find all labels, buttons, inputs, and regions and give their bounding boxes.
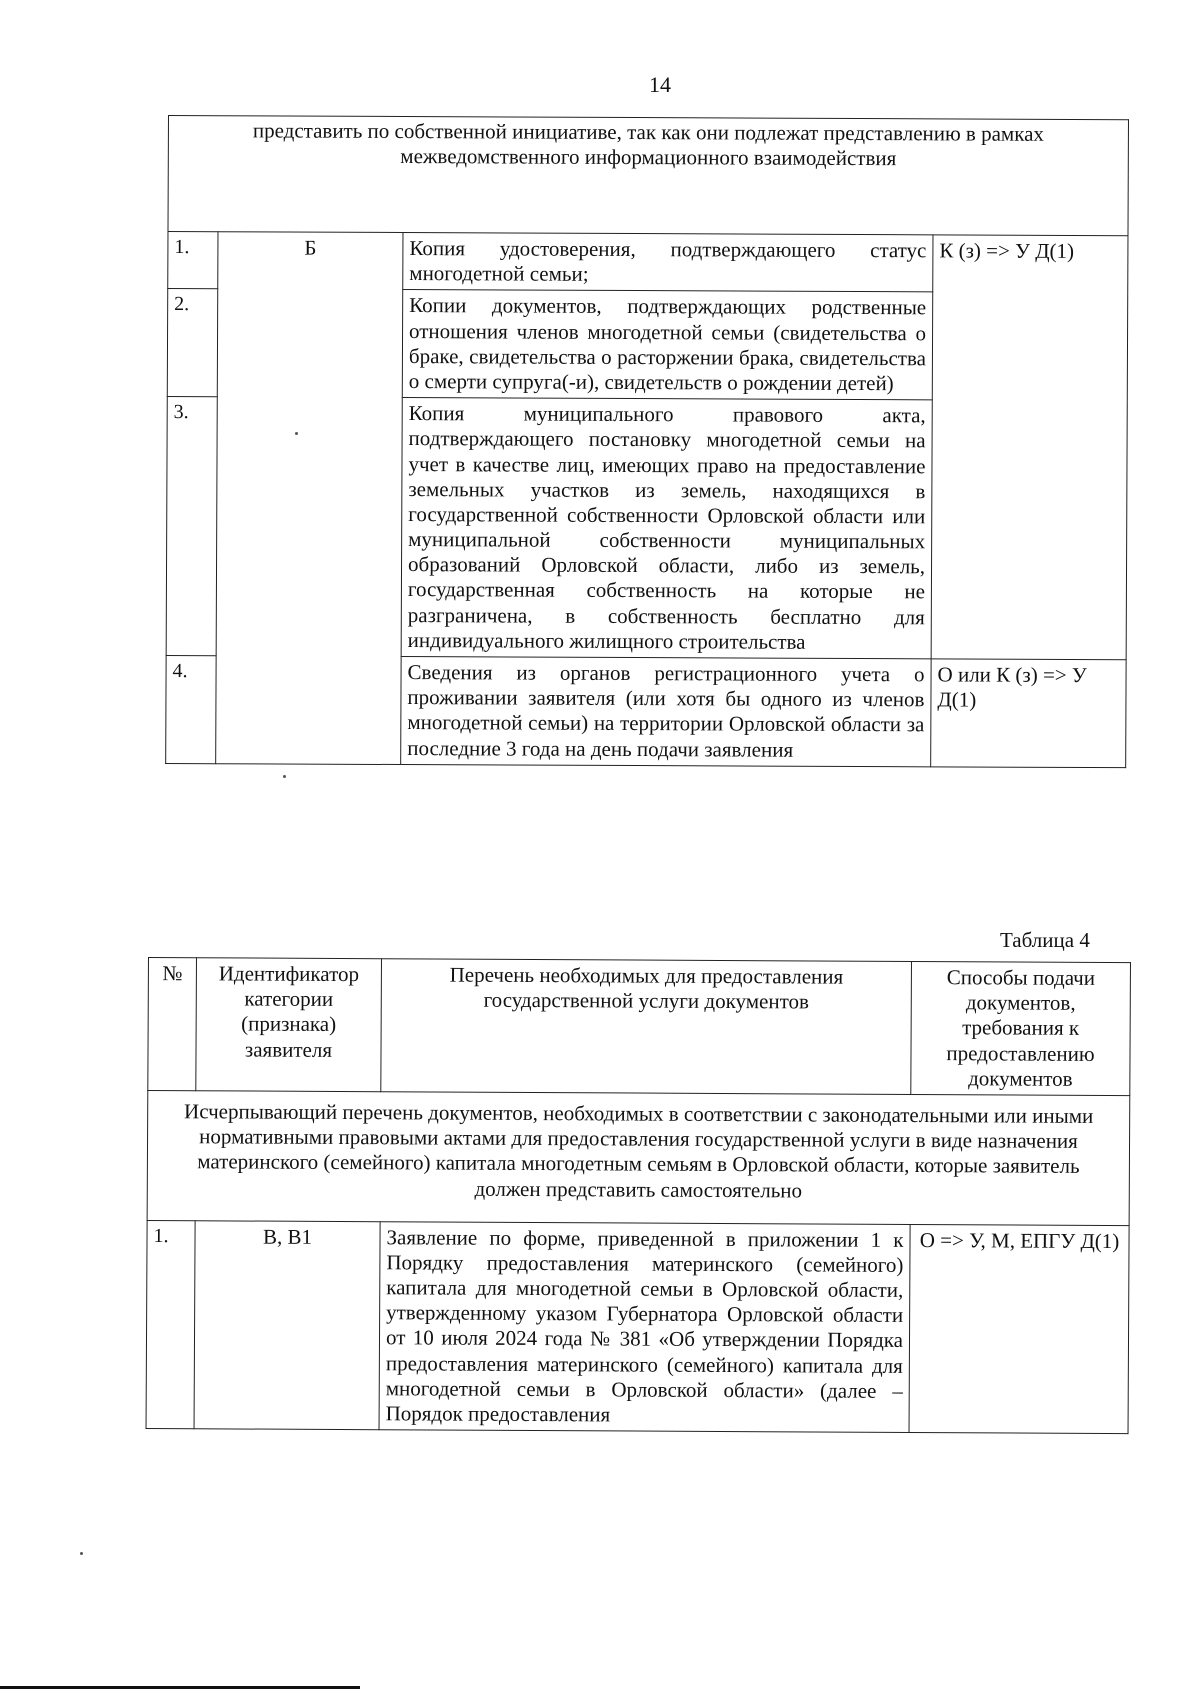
method-cell: О => У, М, ЕПГУ Д(1) [909,1224,1129,1434]
row-number: 1. [168,232,218,290]
scan-speck [283,775,286,778]
page-number: 14 [649,72,671,97]
category-cell: В, В1 [194,1220,380,1429]
document-cell: Копия удостоверения, подтверждающего статус многодетной семьи; [403,233,933,293]
section-title: Исчерпывающий перечень документов, необходимых в соответствии с законодательными или иными нормативными правовыми актами для предоставления государственной услуги в виде назначения материнского (семейного) капитала многодетным семьям в Орловской области, которые заявитель должен представить самостоятельно [147,1090,1130,1225]
header-category: Идентификатор категории (признака) заявителя [196,958,382,1092]
table-row [146,1220,1129,1434]
row-number: 4. [166,655,216,763]
document-cell: Сведения из органов регистрационного учета о проживании заявителя (или хотя бы одного из членов многодетной семьи) на территории Орловской области за последние 3 года на день подачи заявления [401,657,931,767]
row-number: 2. [167,289,217,397]
table-row [168,232,1128,294]
document-cell: Заявление по форме, приведенной в приложении 1 к Порядку предоставления материнского (семейного) капитала для многодетной семьи в Орловской области, утвержденному указом Губернатора Орловской области от 10 июля 2024 года № 381 «Об утверждении Порядка предоставления материнского (семейного) капитала для многодетной семьи в Орловской области» (далее – Порядок предоставления [379,1221,910,1432]
row-number: 3. [166,397,217,656]
section-intro: представить по собственной инициативе, так как они подлежат представлению в рамках межведомственного информационного взаимодействия [168,116,1128,236]
method-cell: К (з) => У Д(1) [931,235,1128,660]
row-number: 1. [146,1220,195,1429]
table-caption: Таблица 4 [1000,928,1090,952]
method-cell: О или К (з) => У Д(1) [931,659,1126,768]
header-methods: Способы подачи документов, требования к предоставлению документов [911,961,1131,1095]
document-cell: Копии документов, подтверждающих родственные отношения членов многодетной семьи (свидетельства о браке, свидетельства о расторжении брака, свидетельства о смерти супруга(-и), свидетельств о рождении детей) [402,290,932,400]
footer-rule [0,1686,360,1689]
table-header-row [148,958,1131,1096]
document-cell: Копия муниципального правового акта, подтверждающего постановку многодетной семьи на учет в качестве лиц, имеющих право на предоставление земельных участков из земель, находящихся в государственной собственности Орловской области или муниципальной собственности муниципальных образований Орловской области, либо из земель, государственная собственность на которые не разграничена, в собственность бесплатно для индивидуального жилищного строительства [401,398,932,659]
header-documents: Перечень необходимых для предоставления государственной услуги документов [381,959,912,1095]
header-num: № [148,958,197,1091]
documents-table-continuation [165,115,1129,768]
scan-speck [80,1552,83,1555]
table-4 [146,957,1131,1434]
scan-speck [295,432,298,435]
category-cell: Б [216,232,403,765]
